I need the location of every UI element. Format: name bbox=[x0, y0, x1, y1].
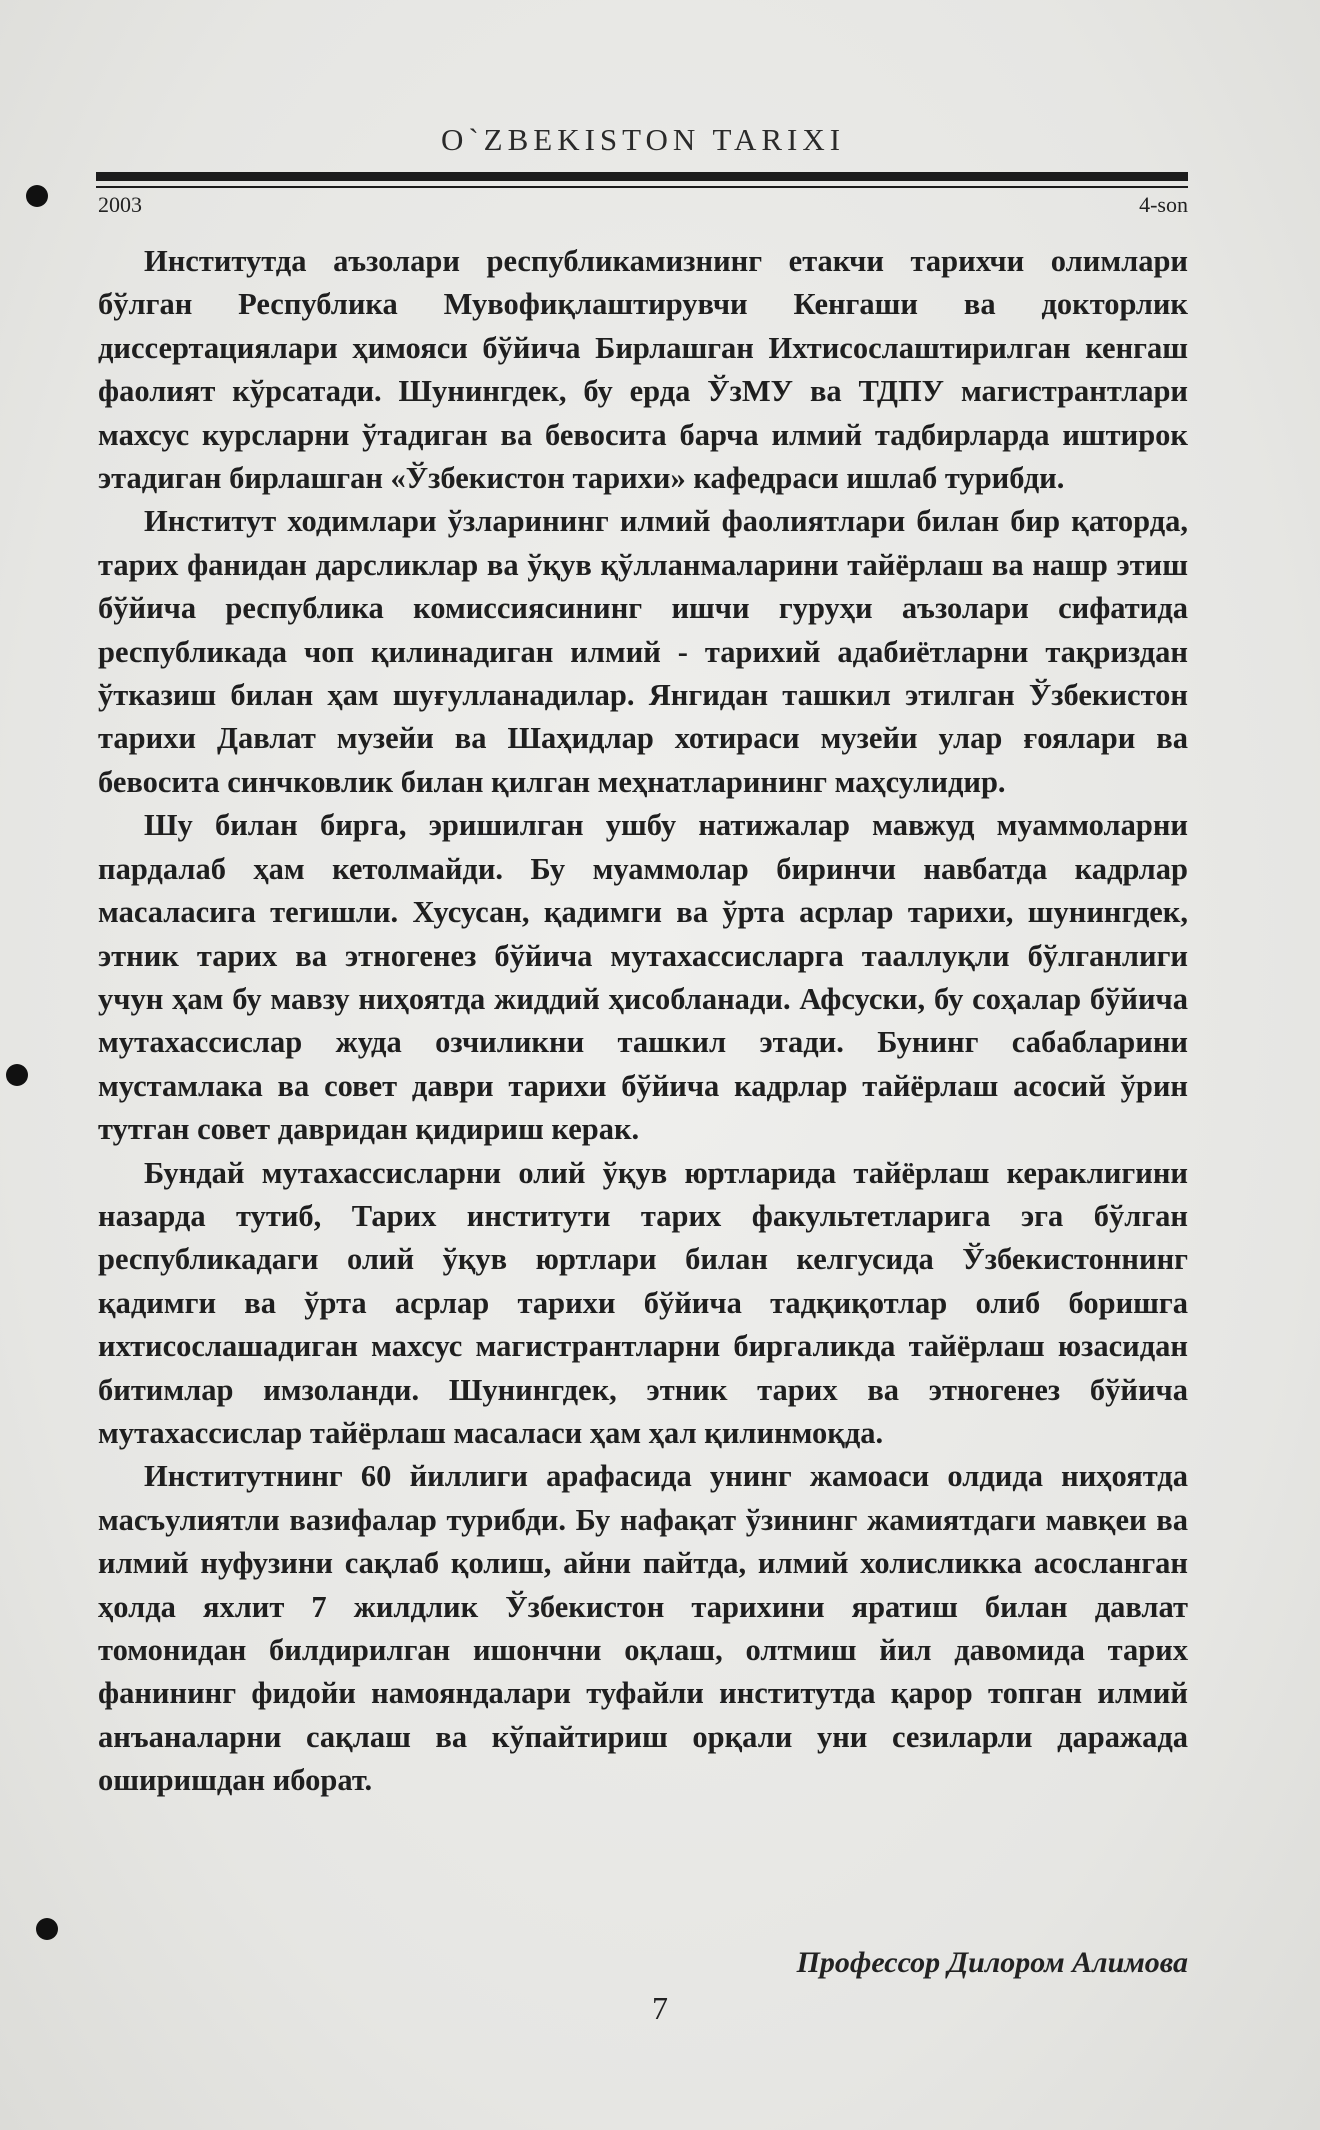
paragraph: Бундай мутахассисларни олий ўқув юртларида тайёрлаш кераклигини назарда тутиб, Тарих институти тарих факультетларига эга бўлган республикадаги олий ўқув юртлари билан келгусида Ўзбекистоннинг қадимги ва ўрта асрлар тарихи бўйича тадқиқотлар олиб боришга ихтисослашадиган махсус магистрантларни биргаликда тайёрлаш юзасидан битимлар имзоланди. Шунингдек, этник тарих ва этногенез бўйича мутахассислар тайёрлаш масаласи ҳам ҳал қилинмоқда. bbox=[98, 1155, 1188, 1450]
issue-info bbox=[98, 192, 1188, 218]
journal-title: O`ZBEKISTON TARIXI bbox=[440, 122, 846, 157]
header-rule-thick bbox=[96, 172, 1188, 181]
page-number: 7 bbox=[652, 1990, 668, 2026]
header-rule-thin bbox=[96, 186, 1188, 188]
issue-number: 4-son bbox=[1139, 192, 1188, 217]
paragraph: Институт ходимлари ўзларининг илмий фаолиятлари билан бир қаторда, тарих фанидан дарсликлар ва ўқув қўлланмаларини тайёрлаш ва нашр этиш бўйича республика комиссиясининг ишчи гуруҳи аъзолари сифатида республикада чоп қилинадиган илмий - тарихий адабиётларни тақриздан ўтказиш билан ҳам шуғулланадилар. Янгидан ташкил этилган Ўзбекистон тарихи Давлат музейи ва Шаҳидлар хотираси музейи улар ғоялари ва бевосита синчковлик билан қилган меҳнатларининг маҳсулидир. bbox=[98, 504, 1188, 799]
paragraph: Институтда аъзолари республикамизнинг етакчи тарихчи олимлари бўлган Республика Мувофиқлаштирувчи Кенгаши ва докторлик диссертациялари ҳимояси бўйича Бирлашган Ихтисослаштирилган кенгаш фаолият кўрсатади. Шунингдек, бу ерда ЎзМУ ва ТДПУ магистрантлари махсус курсларни ўтадиган ва бевосита барча илмий тадбирларда иштирок этадиган бирлашган «Ўзбекистон тарихи» кафедраси ишлаб турибди. bbox=[98, 244, 1188, 496]
paragraph: Шу билан бирга, эришилган ушбу натижалар мавжуд муаммоларни пардалаб ҳам кетолмайди. Бу муаммолар биринчи навбатда кадрлар масаласига тегишли. Хусусан, қадимги ва ўрта асрлар тарихи, шунингдек, этник тарих ва этногенез бўйича мутахассисларга тааллуқли бўлганлиги учун ҳам бу мавзу ниҳоятда жиддий ҳисобланади. Афсуски, бу соҳалар бўйича мутахассислар жуда озчиликни ташкил этади. Бунинг сабабларини мустамлака ва совет даври тарихи бўйича кадрлар тайёрлаш асосий ўрин тутган совет давридан қидириш керак. bbox=[98, 808, 1188, 1147]
article-body bbox=[98, 240, 1188, 1803]
issue-year: 2003 bbox=[98, 192, 142, 217]
binder-hole bbox=[6, 1064, 28, 1086]
author-signature: Профессор Дилором Алимова bbox=[796, 1946, 1188, 1979]
paragraph: Институтнинг 60 йиллиги арафасида унинг жамоаси олдида ниҳоятда масъулиятли вазифалар турибди. Бу нафақат ўзининг жамиятдаги мавқеи ва илмий нуфузини сақлаб қолиш, айни пайтда, илмий холисликка асосланган ҳолда яхлит 7 жилдлик Ўзбекистон тарихини яратиш билан давлат томонидан билдирилган ишончни оқлаш, олтмиш йил давомида тарих фанининг фидойи намояндалари туфайли институтда қарор топган илмий анъаналарни сақлаш ва кўпайтириш орқали уни сезиларли даражада оширишдан иборат. bbox=[98, 1459, 1188, 1798]
binder-hole bbox=[26, 185, 48, 207]
binder-hole bbox=[36, 1918, 58, 1940]
